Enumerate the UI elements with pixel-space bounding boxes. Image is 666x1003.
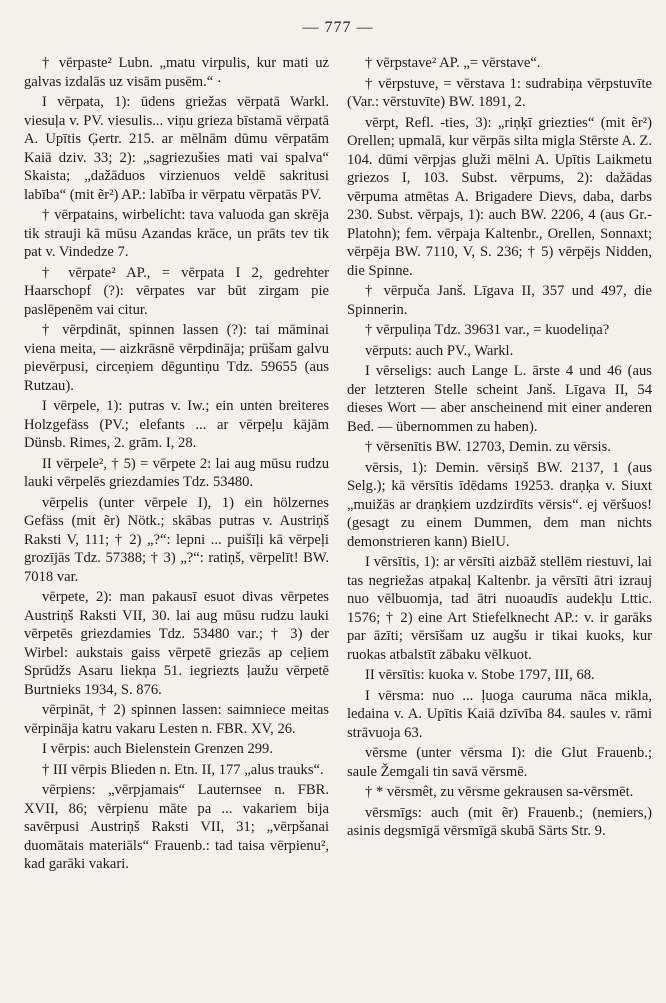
dictionary-entry: I vērpata, 1): ūdens griežas vērpatā Warkl. viesuļa v. PV. viesulis... viņu grieza bīstamā vērpatā A. Upītis Ģertr. 215. ar mēlnām dūmu vērpatām Kaiā dziv. 33; 2): „sagriezušies mati vai spalva“ Skaista; „dažāduos virzienuos veldē sakritusi labība“ (mit ẽr²) AP.: labība ir vērpatu vērpatās PV. — [24, 94, 329, 203]
dictionary-entry: I vērsma: nuo ... ļuoga cauruma nāca mikla, ledaina v. A. Upītis Kaiā dzīvība 84. saules v. rāmi strāvuoja 63. — [347, 687, 652, 741]
dictionary-entry: † vērpstave² AP. „= vērstave“. — [365, 55, 541, 71]
dictionary-entry: vērpelis (unter vērpele I), 1) ein hölzernes Gefäss (mit ẽr) Nötk.; skābas putras v. Austriņš Raksti V, 111; † 2) „?“: lepni ... puišīļi kā vērpeļi grozījās Tdz. 57388; † 3) „?“: ratiņš, vērpelīt! BW. 7018 var. — [24, 494, 329, 585]
dictionary-entry: vērsmīgs: auch (mit ẽr) Frauenb.; (nemiers,) asinis degsmīgā vērsmīgā skubā Sārts Str. 9. — [347, 804, 652, 839]
columns — [24, 54, 652, 876]
dictionary-entry: † vērpate² AP., = vērpata I 2, gedrehter Haarschopf (?): vērpates var būt zirgam pie paslēpenēm vai citur. — [24, 264, 329, 318]
dictionary-entry: I vērseligs: auch Lange L. ārste 4 und 46 (aus der letzteren Stelle scheint Janš. Līgava II, 54 dieses Wort — aber anscheinend mit einer anderen Bed. — übernommen zu haben). — [347, 363, 652, 435]
right-column — [347, 54, 652, 876]
dictionary-entry: † vērsenītis BW. 12703, Demin. zu vērsis. — [365, 439, 611, 455]
dictionary-entry: I vērpele, 1): putras v. Iw.; ein unten breiteres Holzgefäss (PV.; elefants ... ar vērpeļu kājām Dünsb. Rimes, 2. grām. I, 28. — [24, 398, 329, 451]
page-number: — 777 — — [302, 19, 374, 36]
dictionary-entry: II vērsītis: kuoka v. Stobe 1797, III, 68. — [365, 667, 595, 683]
dictionary-entry: I vērsītis, 1): ar vērsīti aizbāž stellēm riestuvi, lai tas negriežas atpakaļ Kaltenbr. ja vērsīti ātri izrauj nuo vēlbuomja, tad ātri nuoaudīs audekļu Lttic. 1576; † 2) eine Art Stiefelknecht AP.: v. ir garāks par āzīti; vērsīšam uz augšu ir tikai kuoks, kur ruokas atbalstīt zābaku vēlkuot. — [347, 554, 652, 663]
dictionary-entry: vērsme (unter vērsma I): die Glut Frauenb.; saule Žemgali tin savā vērsmē. — [347, 745, 652, 780]
dictionary-entry: † vērpaste² Lubn. „matu virpulis, kur mati uz galvas izdalās uz visām pusēm.“ · — [24, 55, 329, 90]
dictionary-entry: † III vērpis Blieden n. Etn. II, 177 „alus trauks“. — [42, 761, 324, 778]
dictionary-entry: vērpināt, † 2) spinnen lassen: saimniece meitas vērpināja katru vakaru Lesten n. FBR. XV, 26. — [24, 702, 329, 737]
dictionary-entry: vērpiens: „vērpjamais“ Lauternsee n. FBR. XVII, 86; vērpienu māte pa ... vakariem bija savērpusi Austriņš Raksti VII, 31; „vērpšanai duomātais materiāls“ Frauenb.: tad taisa vērpienu², kad garāki vakari. — [24, 782, 329, 872]
dictionary-entry: vērpete, 2): man pakausī esuot divas vērpetes Austriņš Raksti VII, 30. lai aug mūsu rudzu lauki vērpetēs griezdamies Tdz. 53480 var.; † 3) der Wirbel: aukstais gaiss vērpetē griezās ap ceļiem Sprūdžs Asaru liekņa 51. iegriezts ļaužu vērpetē Burtnieks 1934, S. 876. — [24, 589, 329, 698]
dictionary-entry: I vērpis: auch Bielenstein Grenzen 299. — [42, 741, 273, 757]
dictionary-entry: vērpt, Refl. -ties, 3): „riņķī griezties“ (mit ẽr²) Orellen; upmalā, kur vērpās silta migla Stērste A. Z. 104. dūmi vērpjas gluži mēlni A. Upītis Laikmetu griezos I, 103. Subst. vērpums, 2): dažādas vērpuma atmētas A. Brigadere Dievs, daba, darbs 230. Subst. vērpajs, 1): auch BW. 2206, 4 (aus Gr.-Platohn); fem. vērpaja Kaltenbr., Orellen, Sonnaxt; vērpēja BW. 7110, V, S. 236; † 5) vērpējs Nidden, die Spinne. — [347, 114, 652, 279]
dictionary-entry: II vērpele², † 5) = vērpete 2: lai aug mūsu rudzu lauki vērpelēs griezdamies Tdz. 53480. — [24, 455, 329, 490]
dictionary-entry: † vērpstuve, = vērstava 1: sudrabiņa vērpstuvīte (Var.: vērstuvīte) BW. 1891, 2. — [347, 75, 652, 110]
dictionary-entry: † vērpatains, wirbelicht: tava valuoda gan skrēja tik strauji kā mūsu Azandas krāce, un prāts tev tik pat v. Vindedze 7. — [24, 207, 329, 260]
dictionary-entry: † * vērsmêt, zu vērsme gekrausen sa-vērsmēt. — [365, 784, 634, 800]
dictionary-entry: vērsis, 1): Demin. vērsiņš BW. 2137, 1 (aus Selg.); kā vērsītis īdēdams 19253. draņķa v. Siuxt „muižās ar draņķiem uzdzirdīts vērsis“. ej vēršuos! (gesagt zu einem Dummen, dem man nichts demonstrieren kann) BielU. — [347, 459, 652, 550]
dictionary-entry: † vērpdināt, spinnen lassen (?): tai māminai viena meita, — aizkrāsnē vērpdināja; prūšam galvu pievērpusi, circeņiem dēguntiņu Tdz. 59655 (aus Rutzau). — [24, 322, 329, 394]
dictionary-entry: † vērpuliņa Tdz. 39631 var., = kuodeliņa? — [365, 322, 610, 338]
dictionary-entry: † vērpuča Janš. Līgava II, 357 und 497, die Spinnerin. — [347, 283, 652, 318]
left-column — [24, 54, 329, 876]
dictionary-entry: vērputs: auch PV., Warkl. — [365, 342, 514, 359]
